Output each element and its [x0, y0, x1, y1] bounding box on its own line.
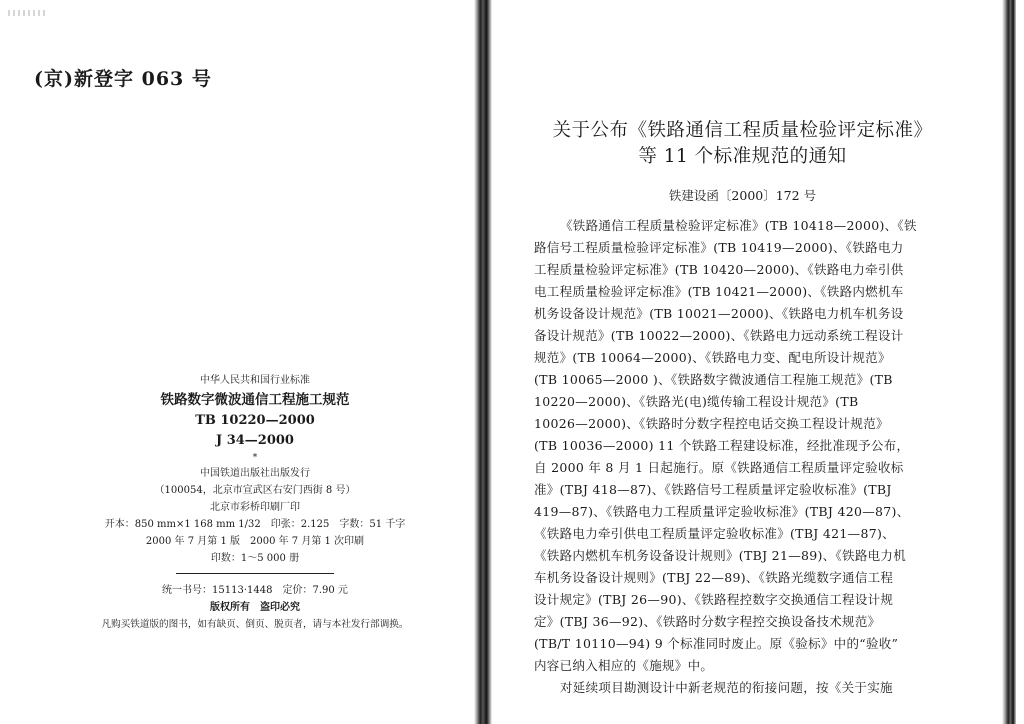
- exchange-notice: 凡购买铁道版的图书，如有缺页、倒页、脱页者，请与本社发行部调换。: [101, 619, 409, 630]
- body-line: 对延续项目勘测设计中新老规范的衔接问题，按《关于实施: [560, 680, 893, 695]
- body-line: (TB 10065—2000 )、《铁路数字微波通信工程施工规范》(TB: [534, 372, 893, 387]
- body-line: 《铁路内燃机车机务设备设计规则》(TBJ 21—89)、《铁路电力机: [534, 548, 907, 563]
- body-line: 工程质量检验评定标准》(TB 10420—2000)、《铁路电力牵引供: [534, 262, 904, 277]
- body-line: 自 2000 年 8 月 1 日起施行。原《铁路通信工程质量评定验收标: [534, 460, 904, 475]
- body-line: 规范》(TB 10064—2000)、《铁路电力变、配电所设计规范》: [534, 350, 891, 365]
- standard-category: 中华人民共和国行业标准: [200, 375, 310, 386]
- publisher: 中国铁道出版社出版发行: [200, 468, 310, 479]
- scan-speckle: [8, 10, 48, 16]
- rights-statement: 版权所有 盗印必究: [210, 602, 300, 613]
- standard-name: 铁路数字微波通信工程施工规范: [160, 392, 350, 408]
- page-edge-shadow: [1002, 0, 1016, 724]
- body-line: 设计规定》(TBJ 26—90)、《铁路程控数字交换通信工程设计规: [534, 592, 894, 607]
- body-line: 《铁路电力牵引供电工程质量评定验收标准》(TBJ 421—87)、: [534, 526, 895, 541]
- body-line: 10026—2000)、《铁路时分数字程控电话交换工程设计规范》: [534, 416, 889, 431]
- body-line: 《铁路通信工程质量检验评定标准》(TB 10418—2000)、《铁: [560, 218, 917, 233]
- body-line: 车机务设备设计规则》(TBJ 22—89)、《铁路光缆数字通信工程: [534, 570, 894, 585]
- body-line: 内容已纳入相应的《施规》中。: [534, 658, 714, 673]
- body-line: 电工程质量检验评定标准》(TB 10421—2000)、《铁路内燃机车: [534, 284, 904, 299]
- separator-star: *: [252, 453, 258, 463]
- standard-code-j: J 34—2000: [216, 433, 294, 448]
- printer: 北京市彩桥印刷厂印: [210, 502, 300, 513]
- body-line: (TB/T 10110—94) 9 个标准同时废止。原《验标》中的“验收”: [534, 636, 899, 651]
- notice-title-line-2: 等 11 个标准规范的通知: [638, 146, 847, 167]
- publisher-address: （100054，北京市宣武区右安门西街 8 号）: [154, 485, 356, 496]
- body-line: 419—87)、《铁路电力工程质量评定验收标准》(TBJ 420—87)、: [534, 504, 910, 519]
- notice-body: [534, 215, 939, 699]
- notice-title: [520, 118, 965, 170]
- edition-info: 2000 年 7 月第 1 版 2000 年 7 月第 1 次印刷: [145, 536, 365, 547]
- notice-title-line-1: 关于公布《铁路通信工程质量检验评定标准》: [552, 120, 933, 141]
- registration-number: (京)新登字 063 号: [34, 68, 212, 90]
- body-line: 路信号工程质量检验评定标准》(TB 10419—2000)、《铁路电力: [534, 240, 904, 255]
- body-line: (TB 10036—2000) 11 个铁路工程建设标准，经批准现予公布，: [534, 438, 910, 453]
- format-specs: 开本：850 mm×1 168 mm 1/32 印张：2.125 字数：51 千字: [104, 519, 406, 530]
- body-line: 备设计规范》(TB 10022—2000)、《铁路电力远动系统工程设计: [534, 328, 904, 343]
- book-spine-shadow: [474, 0, 492, 724]
- isbn-price: 统一书号：15113·1448 定价：7.90 元: [162, 585, 348, 596]
- print-run: 印数：1～5 000 册: [210, 553, 300, 564]
- body-line: 准》(TBJ 418—87)、《铁路信号工程质量评定验收标准》(TBJ: [534, 482, 892, 497]
- document-number: 铁建设函〔2000〕172 号: [668, 188, 817, 203]
- divider-rule: [176, 573, 334, 574]
- body-line: 机务设备设计规范》(TB 10021—2000)、《铁路电力机车机务设: [534, 306, 904, 321]
- body-line: 定》(TBJ 36—92)、《铁路时分数字程控交换设备技术规范》: [534, 614, 881, 629]
- standard-code-tb: TB 10220—2000: [195, 413, 315, 428]
- copyright-block: [60, 372, 450, 633]
- body-line: 10220—2000)、《铁路光(电)缆传输工程设计规范》(TB: [534, 394, 859, 409]
